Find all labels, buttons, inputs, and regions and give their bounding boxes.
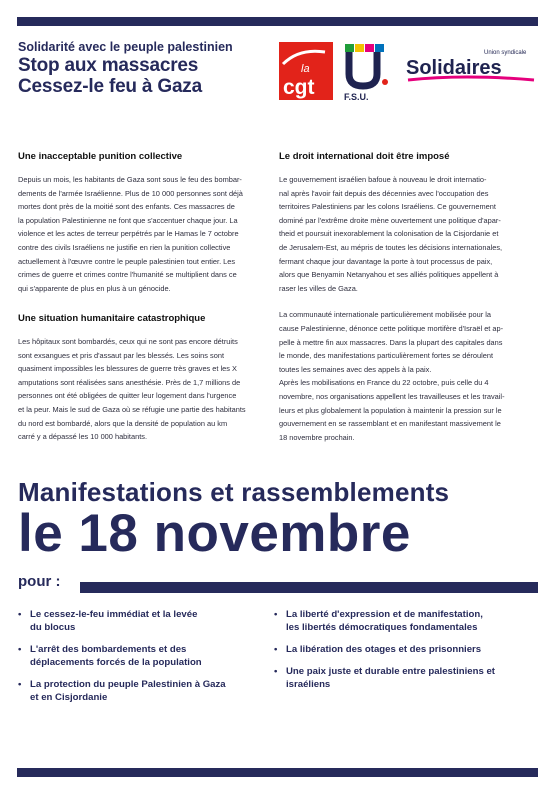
solidaires-logo-text: Solidaires (406, 57, 502, 79)
bullet-icon: • (18, 679, 22, 690)
section-title-humanitaire: Une situation humanitaire catastrophique (18, 313, 206, 324)
demand-text-line: La liberté d'expression et de manifestation, (286, 609, 483, 620)
cgt-logo (279, 42, 333, 100)
body-line: actuellement à l'œuvre contre le peuple palestinien tout entier. Les (18, 256, 236, 266)
demand-text-line: déplacements forcés de la population (30, 657, 202, 668)
demands-list-left (18, 608, 268, 713)
body-line: qui s'apparente de plus en plus à un génocide. (18, 283, 171, 293)
body-line: la population Palestinienne ne font que s'accentuer chaque jour. La (18, 215, 238, 225)
cgt-la-text: la (301, 63, 310, 75)
body-line: de Jerusalem-Est, au mépris de toutes les décisions internationales, (279, 242, 503, 252)
body-line: toutes les semaines avec des appels à la paix. (279, 364, 432, 374)
body-line: alors que Benyamin Netanyahou et ses alliés politiques appellent à (279, 270, 499, 280)
body-line: Depuis un mois, les habitants de Gaza sont sous le feu des bombar- (18, 175, 242, 184)
headline-manifestations: Manifestations et rassemblements (18, 477, 450, 507)
headline-date: le 18 novembre (18, 504, 411, 563)
body-line: crimes de guerre et crimes contre l'humanité se multiplient dans ce (18, 270, 237, 280)
body-line: Après les mobilisations en France du 22 octobre, puis celle du 4 (279, 378, 489, 388)
body-line: personnes ont été obligées de quitter leur logement dans l'urgence (18, 391, 237, 401)
body-line: contre des civils Israéliens ne justifie en rien la punition collective (18, 242, 231, 252)
body-line: violence et les actes de terreur perpétrés par le Hamas le 7 octobre (18, 229, 239, 239)
demand-item (274, 643, 538, 656)
top-divider-bar (17, 17, 538, 26)
pour-divider-bar (80, 582, 538, 593)
demand-text-line: et en Cisjordanie (30, 692, 108, 703)
body-line: dominé par l'extrême droite mène ouvertement une politique d'apar- (279, 215, 501, 225)
bottom-divider-bar (17, 768, 538, 777)
section-body-droit-international-2 (279, 308, 541, 444)
body-line: mortes dont près de la moitié sont des enfants. Ces massacres de (18, 202, 235, 212)
section-body-humanitaire (18, 335, 268, 444)
body-line: nal après l'avoir fait depuis des décennies avec l'occupation des (279, 188, 489, 198)
fsu-pink-block (365, 44, 374, 52)
demand-item (274, 608, 538, 634)
body-line: gouvernement en se rassemblant et en manifestant massivement le (279, 419, 501, 429)
body-line: leurs et plus globalement la population à maintenir la pression sur le (279, 405, 502, 415)
cgt-logo-text: cgt (283, 76, 315, 99)
body-line: du nord est bombardé, alors que la densité de population au km (18, 418, 228, 428)
body-line: fermant chaque jour davantage la porte à tout processus de paix, (279, 256, 493, 266)
bullet-icon: • (274, 644, 278, 655)
body-line: cause Palestinienne, dénonce cette politique mortifère d'Israël et ap- (279, 323, 504, 333)
demand-item (18, 608, 268, 634)
section-title-droit-international: Le droit international doit être imposé (279, 151, 450, 162)
left-section-1 (18, 150, 268, 295)
demand-text-line: du blocus (30, 622, 76, 633)
header-subtitle: Solidarité avec le peuple palestinien (18, 40, 233, 54)
left-section-2 (18, 312, 268, 444)
header-title-line2: Cessez-le feu à Gaza (18, 76, 202, 97)
fsu-yellow-block (355, 44, 364, 52)
header-block (18, 40, 268, 97)
solidaires-pink-swoosh (408, 77, 534, 80)
body-line: Le gouvernement israélien bafoue à nouveau le droit internatio- (279, 175, 487, 184)
body-line: theid et poursuit inexorablement la colonisation de la Cisjordanie et (279, 229, 499, 239)
body-line: amputations sont réalisées sans anesthésie. Près de 1,7 millions de (18, 377, 241, 387)
demand-item (274, 665, 538, 691)
demand-text-line: Une paix juste et durable entre palestiniens et (286, 666, 495, 677)
body-line: pelle à mettre fin aux massacres. Dans la plupart des capitales dans (279, 337, 503, 347)
body-line: Les hôpitaux sont bombardés, ceux qui ne sont pas encore détruits (18, 337, 238, 346)
body-line: 18 novembre prochain. (279, 432, 355, 442)
solidaires-small-text: Union syndicale (484, 50, 527, 56)
header-title-line1: Stop aux massacres (18, 55, 199, 76)
body-line: carré y a dépassé les 10 000 habitants. (18, 432, 148, 442)
demand-text-line: La libération des otages et des prisonniers (286, 644, 482, 655)
bullet-icon: • (274, 609, 278, 620)
demand-text-line: Le cessez-le-feu immédiat et la levée (30, 609, 198, 620)
body-line: le monde, des manifestations particulièrement fortes se déroulent (279, 351, 494, 361)
fsu-blue-block (375, 44, 384, 52)
fsu-logo (341, 40, 393, 102)
section-title-punition: Une inacceptable punition collective (18, 151, 183, 162)
demand-item (18, 678, 268, 704)
body-line: territoires Palestiniens par les colons Israéliens. Ce gouvernement (279, 202, 496, 212)
body-line: raser les villes de Gaza. (279, 283, 358, 293)
bullet-icon: • (274, 666, 278, 677)
solidaires-logo (404, 44, 538, 88)
demand-text-line: L'arrêt des bombardements et des (30, 644, 187, 655)
demand-text-line: La protection du peuple Palestinien à Gaza (30, 679, 226, 690)
demand-text-line: israéliens (286, 679, 331, 690)
body-line: quasiment impossibles les blessures de guerre très graves et les X (18, 364, 237, 374)
demand-text-line: les libertés démocratiques fondamentales (286, 622, 478, 633)
fsu-logo-text: F.S.U. (344, 92, 369, 102)
body-line: La communauté internationale particulièrement mobilisée pour la (279, 310, 491, 320)
section-body-punition (18, 173, 268, 295)
fsu-u-shape (349, 52, 377, 86)
body-line: dements de l'armée Israélienne. Plus de 10 000 personnes sont déjà (18, 188, 243, 198)
body-line: et la peur. Mais le sud de Gaza où se réfugie une partie des habitants (18, 404, 246, 414)
fsu-dot (382, 79, 388, 85)
body-line: sont exsangues et pris d'assaut par les blessés. Les soins sont (18, 350, 224, 360)
bullet-icon: • (18, 609, 22, 620)
section-body-droit-international-1 (279, 173, 541, 295)
fsu-green-block (345, 44, 354, 52)
pour-label: pour : (18, 573, 61, 590)
body-line: novembre, nos organisations appellent les travailleuses et les travail- (279, 391, 505, 401)
demands-list-right (274, 608, 538, 700)
right-section (279, 150, 541, 444)
demand-item (18, 643, 268, 669)
bullet-icon: • (18, 644, 22, 655)
